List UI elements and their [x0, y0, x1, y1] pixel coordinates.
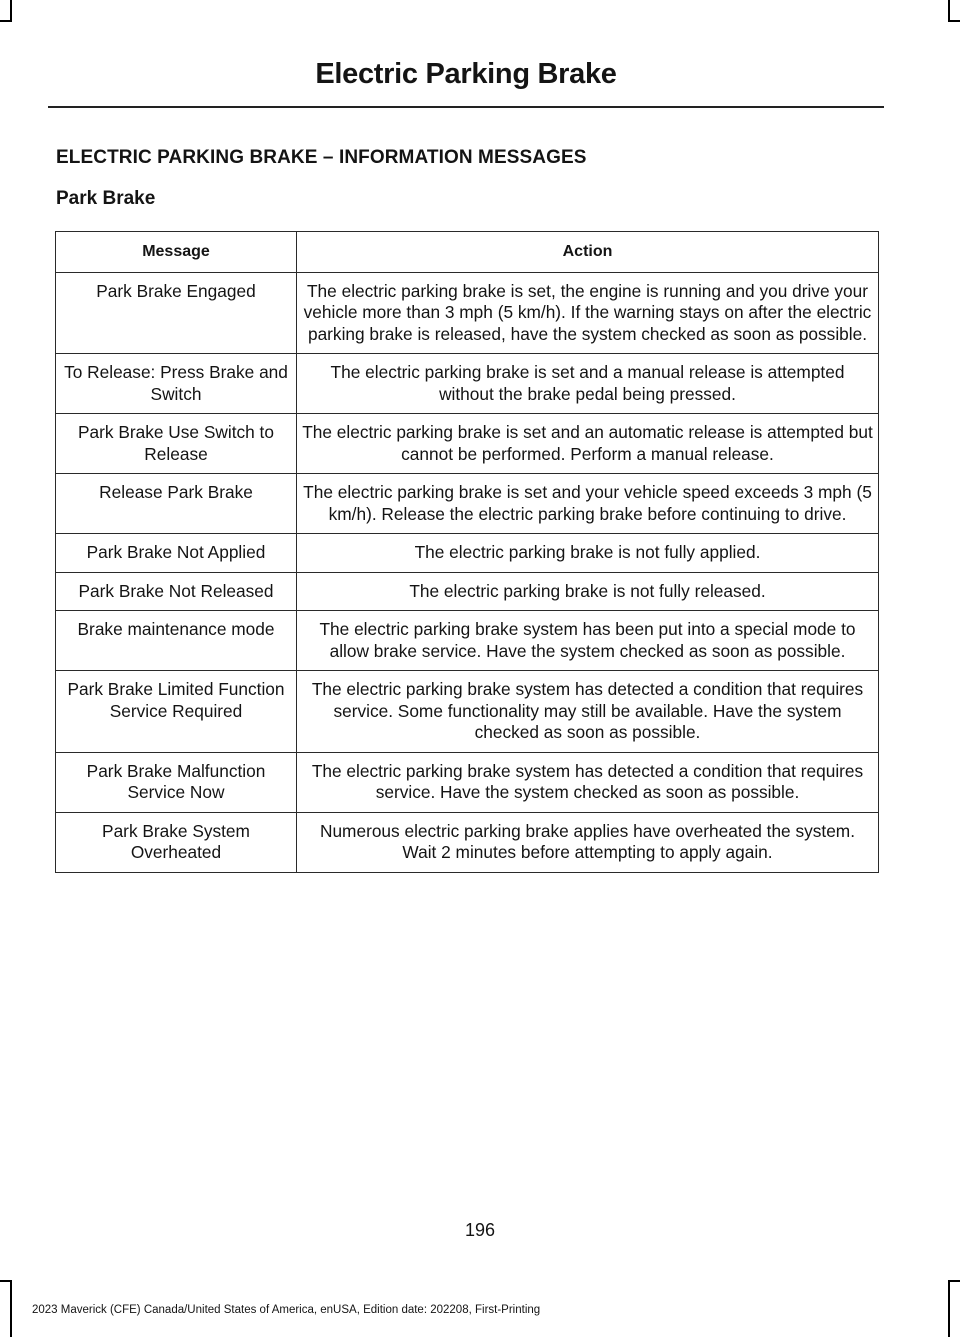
message-cell: Release Park Brake — [56, 474, 297, 534]
table-row — [56, 611, 879, 671]
crop-mark-bottom-right-vertical — [948, 1280, 950, 1337]
header-divider — [48, 106, 884, 108]
crop-mark-bottom-right-horizontal — [948, 1280, 960, 1282]
action-cell: The electric parking brake is not fully released. — [297, 572, 879, 611]
action-cell: Numerous electric parking brake applies have overheated the system. Wait 2 minutes before attempting to apply again. — [297, 812, 879, 872]
message-cell: Park Brake System Overheated — [56, 812, 297, 872]
action-cell: The electric parking brake system has detected a condition that requires service. Have the system checked as soon as possible. — [297, 752, 879, 812]
subsection-heading: Park Brake — [56, 188, 156, 209]
message-cell: Park Brake Use Switch to Release — [56, 414, 297, 474]
action-cell: The electric parking brake is set and a manual release is attempted without the brake pedal being pressed. — [297, 354, 879, 414]
message-cell: Brake maintenance mode — [56, 611, 297, 671]
crop-mark-bottom-left-vertical — [10, 1280, 12, 1337]
action-cell: The electric parking brake is set and your vehicle speed exceeds 3 mph (5 km/h). Release the electric parking brake before continuing to drive. — [297, 474, 879, 534]
information-messages-table — [55, 231, 879, 873]
section-heading: ELECTRIC PARKING BRAKE – INFORMATION MESSAGES — [56, 147, 587, 168]
action-cell: The electric parking brake system has detected a condition that requires service. Some functionality may still be available. Have the system checked as soon as possible. — [297, 671, 879, 753]
message-cell: Park Brake Engaged — [56, 272, 297, 354]
table-row — [56, 812, 879, 872]
table-row — [56, 534, 879, 573]
table-row — [56, 272, 879, 354]
crop-mark-bottom-left-horizontal — [0, 1280, 12, 1282]
crop-mark-top-right-horizontal — [948, 20, 960, 22]
table-row — [56, 414, 879, 474]
crop-mark-top-left-horizontal — [0, 20, 12, 22]
message-cell: Park Brake Not Released — [56, 572, 297, 611]
table-row — [56, 572, 879, 611]
table-row — [56, 671, 879, 753]
action-cell: The electric parking brake is set and an automatic release is attempted but cannot be performed. Perform a manual release. — [297, 414, 879, 474]
action-cell: The electric parking brake is not fully applied. — [297, 534, 879, 573]
table-row — [56, 474, 879, 534]
message-cell: Park Brake Malfunction Service Now — [56, 752, 297, 812]
crop-mark-top-right-vertical — [948, 0, 950, 22]
message-cell: Park Brake Not Applied — [56, 534, 297, 573]
column-header-action: Action — [297, 232, 879, 273]
action-cell: The electric parking brake system has been put into a special mode to allow brake service. Have the system checked as soon as possible. — [297, 611, 879, 671]
footer-edition-text: 2023 Maverick (CFE) Canada/United States of America, enUSA, Edition date: 202208, First-Printing — [32, 1304, 541, 1316]
column-header-message: Message — [56, 232, 297, 273]
message-cell: Park Brake Limited Function Service Required — [56, 671, 297, 753]
message-cell: To Release: Press Brake and Switch — [56, 354, 297, 414]
table-row — [56, 354, 879, 414]
table-row — [56, 752, 879, 812]
action-cell: The electric parking brake is set, the engine is running and you drive your vehicle more than 3 mph (5 km/h). If the warning stays on after the electric parking brake is released, have the system checked as soon as possible. — [297, 272, 879, 354]
page-number: 196 — [464, 1220, 496, 1240]
table-header-row — [56, 232, 879, 273]
page-header-title: Electric Parking Brake — [315, 58, 617, 90]
crop-mark-top-left-vertical — [10, 0, 12, 22]
